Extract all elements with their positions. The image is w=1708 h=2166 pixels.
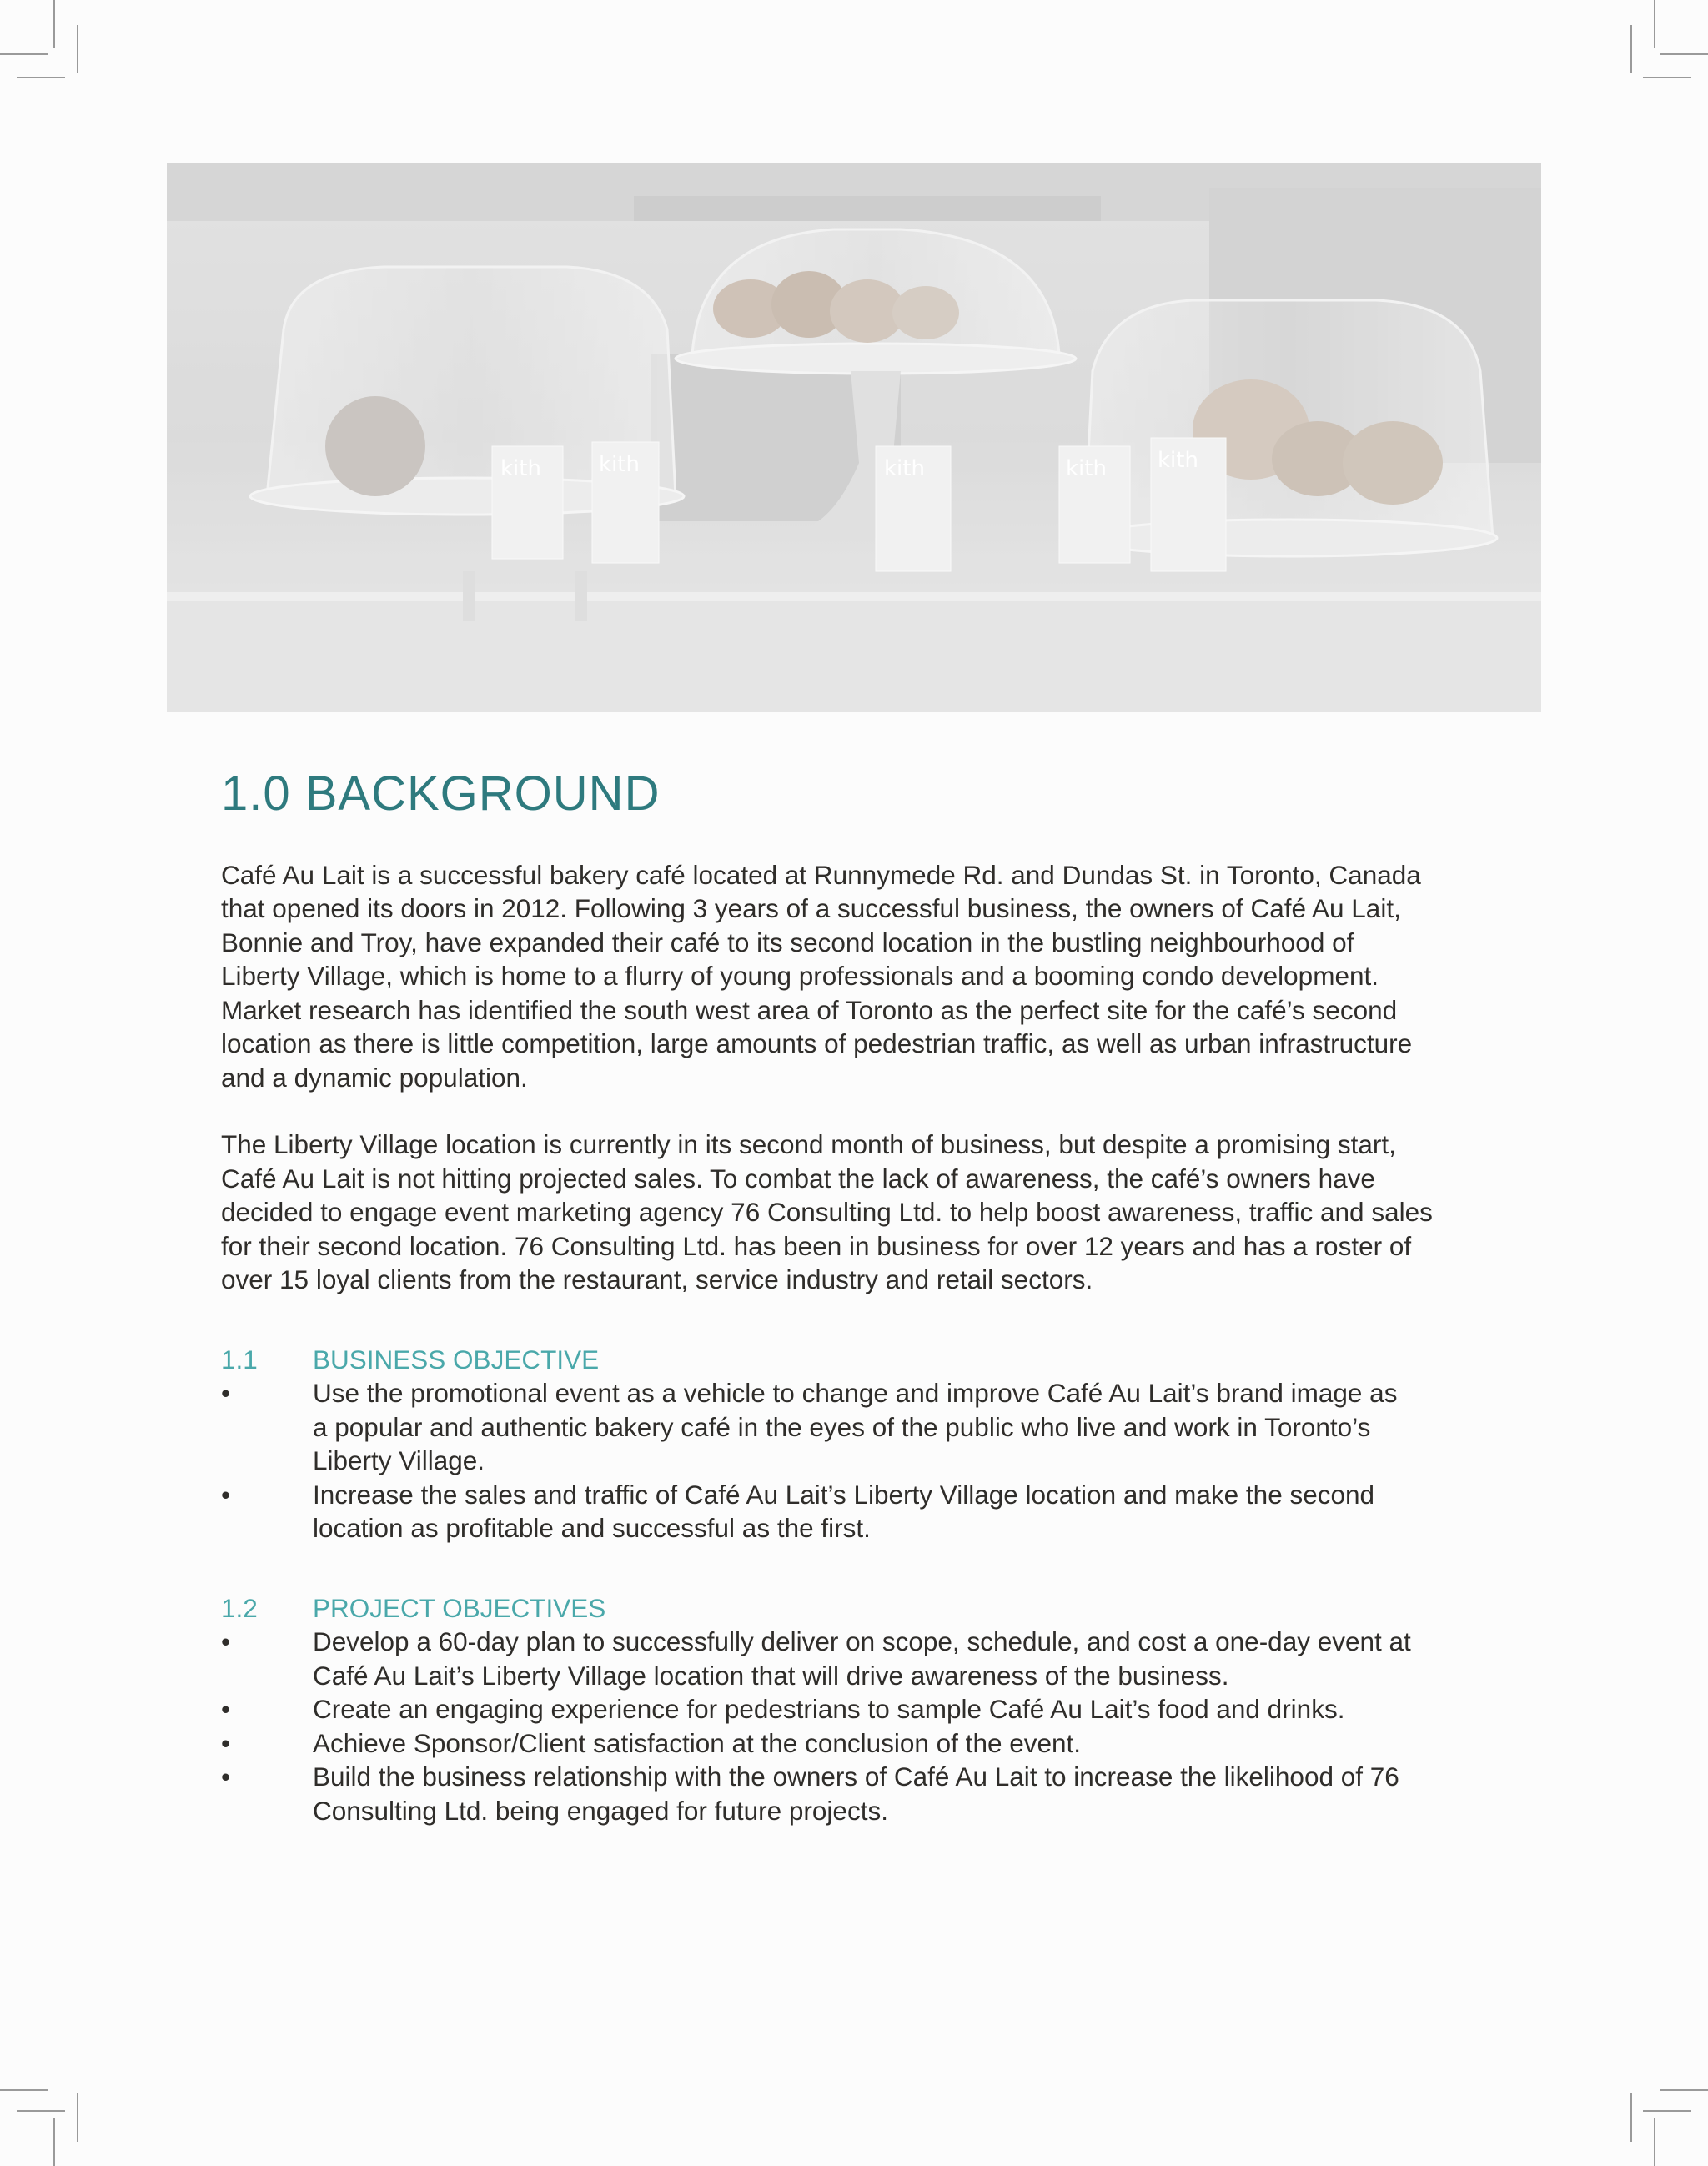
background-paragraph-2: The Liberty Village location is currently in its second month of business, but despite a promising start, Café Au Lait is not hitting projected sales. To combat the lack of awareness, the café’s owners have decided to engage event marketing agency 76 Consulting Ltd. to help boost awareness, traffic and sales for their second location. 76 Consulting Ltd. has been in business for over 12 years and has a roster of over 15 loyal clients from the restaurant, service industry and retail sectors. (221, 1129, 1433, 1295)
crop-mark (1630, 25, 1632, 73)
crop-mark (1660, 2089, 1708, 2091)
list-item (221, 1692, 1539, 1726)
crop-mark (53, 2118, 55, 2166)
bullet-icon: • (221, 1761, 231, 1792)
project-objectives-heading (221, 1591, 1539, 1626)
crop-mark (1630, 2093, 1632, 2142)
crop-mark (1654, 0, 1655, 48)
svg-text:kith: kith (500, 456, 541, 481)
business-objective-title: BUSINESS OBJECTIVE (313, 1344, 600, 1374)
bullet-icon: • (221, 1378, 231, 1409)
bakery-display-illustration (167, 163, 1541, 712)
bullet-icon: • (221, 1479, 231, 1510)
business-objective-heading (221, 1343, 1539, 1377)
project-objectives-number: 1.2 (221, 1592, 258, 1623)
bullet-icon: • (221, 1694, 231, 1725)
list-item-text: Use the promotional event as a vehicle to change and improve Café Au Lait’s brand image as a popular and authentic bakery café in the eyes of the public who live and work in Toronto’s Liberty Village. (313, 1378, 1398, 1476)
crop-mark (77, 25, 78, 73)
background-paragraph-1: Café Au Lait is a successful bakery café located at Runnymede Rd. and Dundas St. in Toronto, Canada that opened its doors in 2012. Following 3 years of a successful business, the owners of Café Au Lait, Bonnie and Troy, have expanded their café to its second location in the bustling neighbourhood of Liberty Village, which is home to a flurry of young professionals and a booming condo development. Market research has identified the south west area of Toronto as the perfect site for the café’s second location as there is little competition, large amounts of pedestrian traffic, as well as urban infrastructure and a dynamic population. (221, 859, 1421, 1093)
list-item (221, 1760, 1539, 1827)
business-objective-list (221, 1376, 1539, 1545)
svg-text:kith: kith (1158, 448, 1198, 473)
svg-text:kith: kith (599, 452, 640, 477)
crop-mark (1643, 77, 1691, 78)
project-objectives-title: PROJECT OBJECTIVES (313, 1592, 606, 1623)
crop-mark (77, 2093, 78, 2142)
business-objective-number: 1.1 (221, 1344, 258, 1374)
background-section (221, 767, 1539, 1827)
hero-bakery-photo (167, 163, 1541, 712)
bullet-icon: • (221, 1626, 231, 1657)
project-objectives-list (221, 1625, 1539, 1827)
list-item-text: Achieve Sponsor/Client satisfaction at the conclusion of the event. (313, 1727, 1082, 1758)
list-item (221, 1625, 1539, 1692)
bullet-icon: • (221, 1727, 231, 1758)
crop-mark (0, 2089, 48, 2091)
list-item-text: Increase the sales and traffic of Café Au Lait’s Liberty Village location and make the second location as profitable and successful as the first. (313, 1479, 1375, 1544)
list-item (221, 1376, 1539, 1478)
list-item-text: Create an engaging experience for pedestrians to sample Café Au Lait’s food and drinks. (313, 1694, 1345, 1725)
list-item-text: Build the business relationship with the owners of Café Au Lait to increase the likelihood of 76 Consulting Ltd. being engaged for future projects. (313, 1761, 1399, 1826)
crop-mark (17, 2110, 65, 2112)
crop-mark (1654, 2118, 1655, 2166)
svg-text:kith: kith (1066, 456, 1107, 481)
list-item (221, 1478, 1539, 1545)
crop-mark (17, 77, 65, 78)
list-item-text: Develop a 60-day plan to successfully deliver on scope, schedule, and cost a one-day event at Café Au Lait’s Liberty Village location that will drive awareness of the business. (313, 1626, 1411, 1691)
section-title: 1.0 BACKGROUND (221, 766, 661, 821)
crop-mark (1660, 53, 1708, 55)
svg-text:kith: kith (884, 456, 925, 481)
crop-mark (1643, 2110, 1691, 2112)
crop-mark (0, 53, 48, 55)
list-item (221, 1726, 1539, 1761)
crop-mark (53, 0, 55, 48)
